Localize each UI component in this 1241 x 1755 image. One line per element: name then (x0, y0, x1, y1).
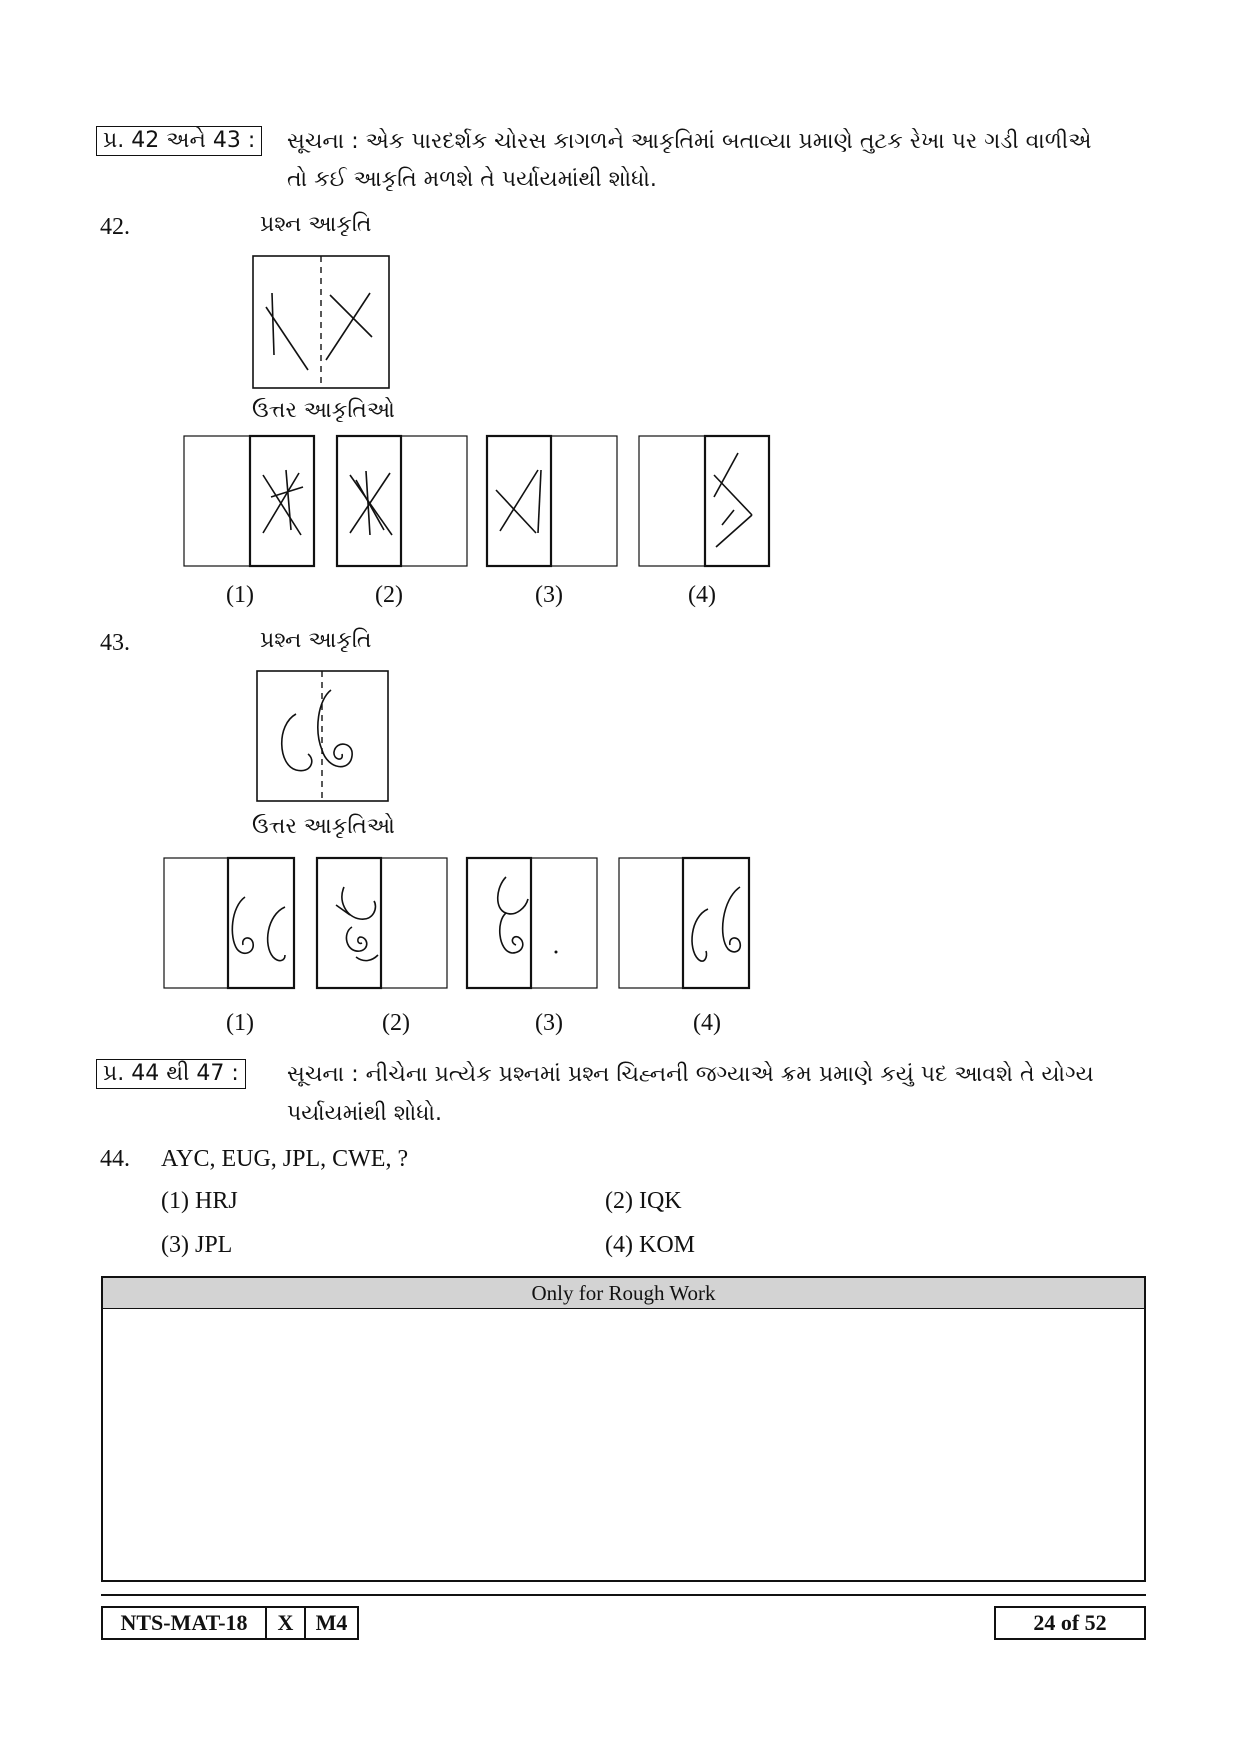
q42-option-3-label: (3) (535, 582, 563, 608)
q42-answer-option-3 (486, 435, 619, 567)
q43-answer-option-3 (466, 857, 599, 989)
q42-answer-option-2 (336, 435, 469, 567)
q42-answer-option-1 (183, 435, 316, 567)
q42-answer-figures-label: ઉત્તર આકૃતિઓ (252, 398, 395, 423)
rough-work-heading: Only for Rough Work (103, 1278, 1144, 1309)
q43-option-4-label: (4) (693, 1010, 721, 1036)
q43-question-figure-label: પ્રશ્ન આકૃતિ (260, 628, 372, 653)
rough-work-box (101, 1276, 1146, 1582)
instruction-tag-44-47: પ્ર. 44 થી 47 : (96, 1059, 246, 1089)
q43-option-2-label: (2) (382, 1010, 410, 1036)
question-number-44: 44. (100, 1146, 130, 1172)
q43-answer-figures-label: ઉત્તર આકૃતિઓ (252, 814, 395, 839)
footer-page-number: 24 of 52 (994, 1606, 1146, 1640)
footer-class: X (265, 1606, 306, 1640)
q43-answer-option-2 (316, 857, 449, 989)
q44-option-3: (3) JPL (161, 1232, 233, 1258)
q42-answer-option-4 (638, 435, 771, 567)
q44-option-2: (2) IQK (605, 1188, 682, 1214)
footer-paper-code: NTS-MAT-18 (101, 1606, 267, 1640)
q43-option-1-label: (1) (226, 1010, 254, 1036)
instruction-line2: તો કઈ આકૃતિ મળશે તે પર્યાયમાંથી શોધો. (287, 167, 657, 192)
instruction-line1: સૂચના : એક પારદર્શક ચોરસ કાગળને આકૃતિમાં બતાવ્યા પ્રમાણે તુટક રેખા પર ગડી વાળીએ (287, 129, 1092, 154)
question-number-43: 43. (100, 630, 130, 656)
q43-option-3-label: (3) (535, 1010, 563, 1036)
q42-option-2-label: (2) (375, 582, 403, 608)
q43-answer-option-4 (618, 857, 751, 989)
q42-option-1-label: (1) (226, 582, 254, 608)
footer-rule (101, 1594, 1146, 1596)
q44-question-text: AYC, EUG, JPL, CWE, ? (161, 1146, 409, 1172)
q43-question-figure (256, 670, 390, 802)
q42-option-4-label: (4) (688, 582, 716, 608)
q42-question-figure-label: પ્રશ્ન આકૃતિ (260, 212, 372, 237)
q44-option-4: (4) KOM (605, 1232, 695, 1258)
instruction2-line1: સૂચના : નીચેના પ્રત્યેક પ્રશ્નમાં પ્રશ્ન ચિહ્નની જગ્યાએ ક્રમ પ્રમાણે કયું પદ આવશે તે યોગ્ય (287, 1062, 1094, 1087)
instruction2-line2: પર્યાયમાંથી શોધો. (287, 1101, 442, 1126)
footer-set: M4 (304, 1606, 359, 1640)
question-number-42: 42. (100, 214, 130, 240)
q44-option-1: (1) HRJ (161, 1188, 238, 1214)
instruction-tag-42-43: પ્ર. 42 અને 43 : (96, 126, 262, 156)
q42-question-figure (252, 255, 392, 390)
q43-answer-option-1 (163, 857, 296, 989)
